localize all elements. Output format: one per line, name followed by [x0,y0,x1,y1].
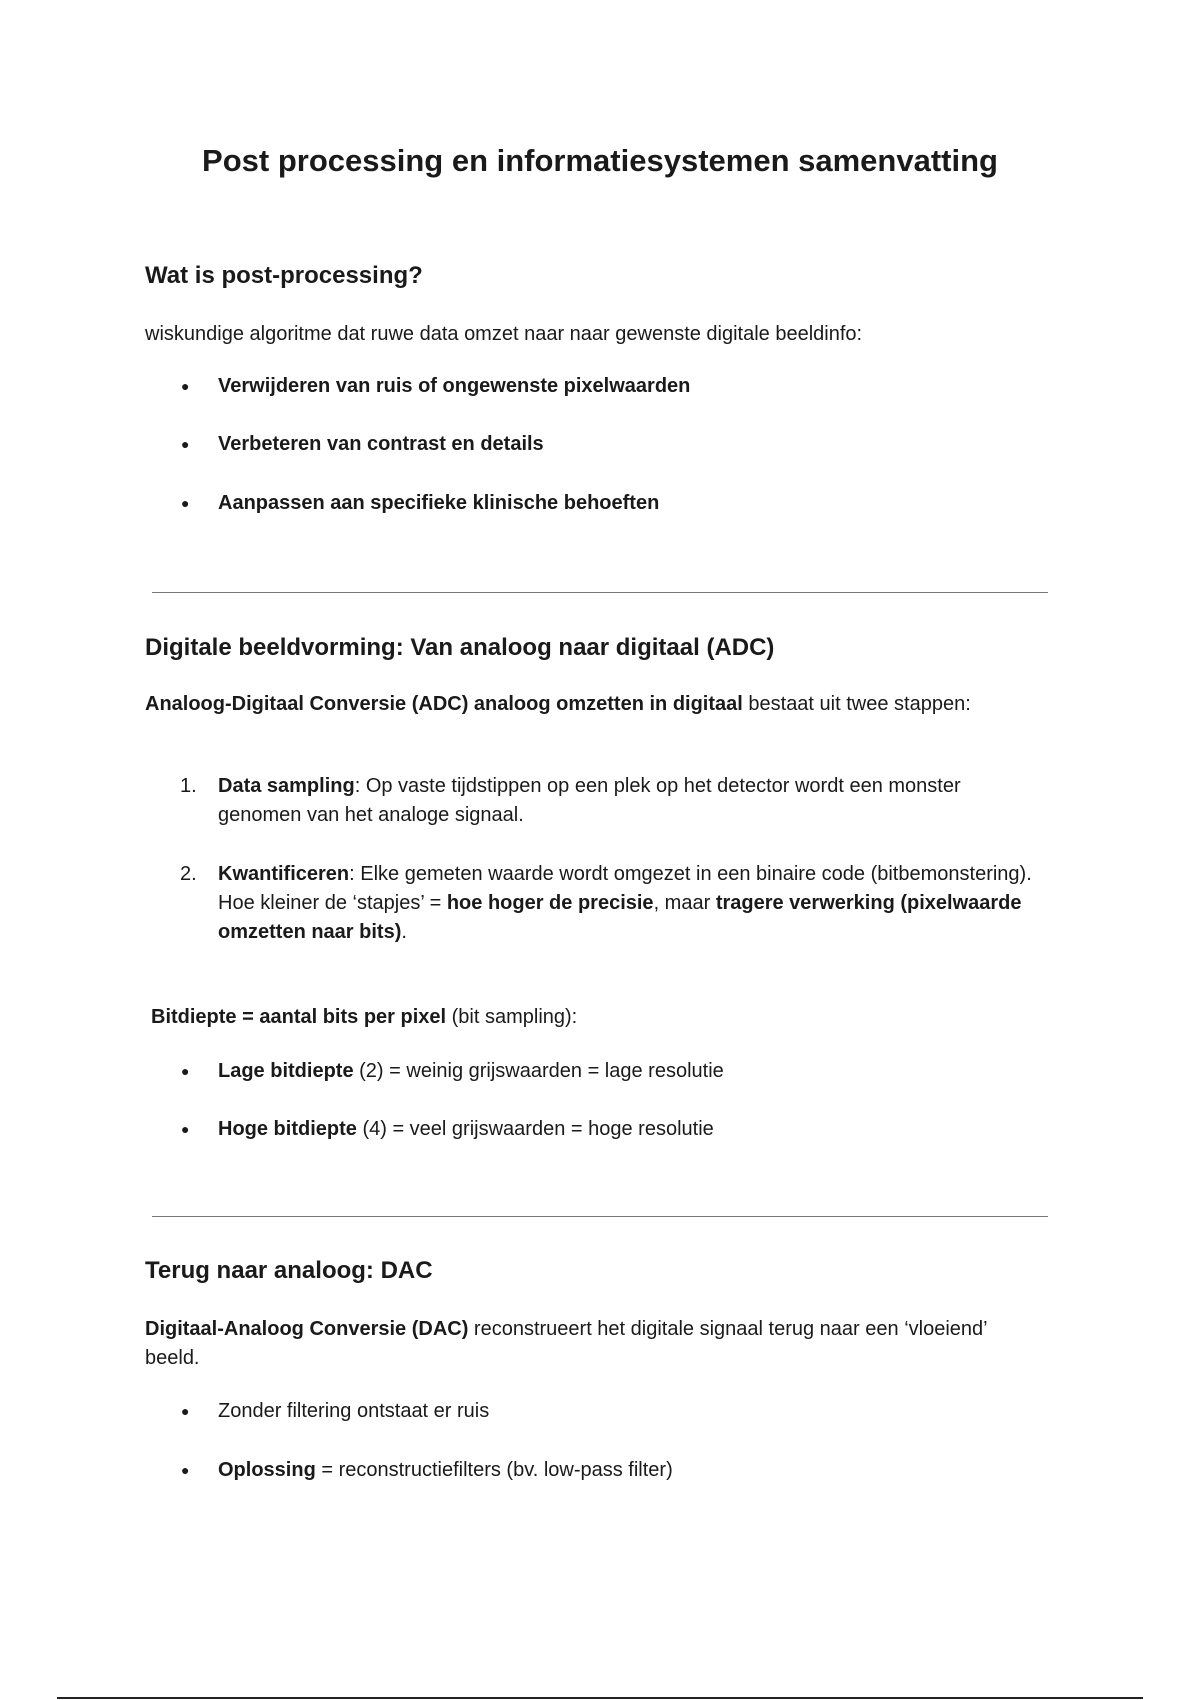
list-item: ● Verbeteren van contrast en details [218,430,1048,459]
page-title: Post processing en informatiesystemen samenvatting [202,143,998,178]
section-heading-adc: Digitale beeldvorming: Van analoog naar digitaal (ADC) [145,634,775,661]
list-item: ● Lage bitdiepte (2) = weinig grijswaarden = lage resolutie [218,1057,1048,1086]
section-intro: wiskundige algoritme dat ruwe data omzet naar naar gewenste digitale beeldinfo: [145,323,863,345]
horizontal-divider [152,1216,1048,1217]
list-item: ● Zonder filtering ontstaat er ruis [218,1397,1048,1426]
section-intro: Digitaal-Analoog Conversie (DAC) reconstrueert het digitale signaal terug naar een ‘vloeiend’ beeld. [145,1318,987,1369]
section-heading-dac: Terug naar analoog: DAC [145,1257,433,1284]
list-item: ● Verwijderen van ruis of ongewenste pixelwaarden [218,372,1048,401]
section-intro: Analoog-Digitaal Conversie (ADC) analoog omzetten in digitaal bestaat uit twee stappen: [145,693,971,715]
section-heading-post-processing: Wat is post-processing? [145,262,423,289]
bitdepth-definition: Bitdiepte = aantal bits per pixel (bit sampling): [151,1006,578,1028]
list-item: 2. Kwantificeren: Elke gemeten waarde wordt omgezet in een binaire code (bitbemonstering). Hoe kleiner de ‘stapjes’ = hoe hoger de precisie, maar tragere verwerking (pixelwaarde omzetten naar bits). [180,863,1032,943]
list-item: ● Oplossing = reconstructiefilters (bv. low-pass filter) [218,1456,1048,1485]
horizontal-divider [152,592,1048,593]
list-item: ● Aanpassen aan specifieke klinische behoeften [218,489,1048,518]
page-bottom-rule [57,1697,1143,1699]
list-item: ● Hoge bitdiepte (4) = veel grijswaarden = hoge resolutie [218,1115,1048,1144]
list-item: 1. Data sampling: Op vaste tijdstippen op een plek op het detector wordt een monster genomen van het analoge signaal. [180,775,961,826]
